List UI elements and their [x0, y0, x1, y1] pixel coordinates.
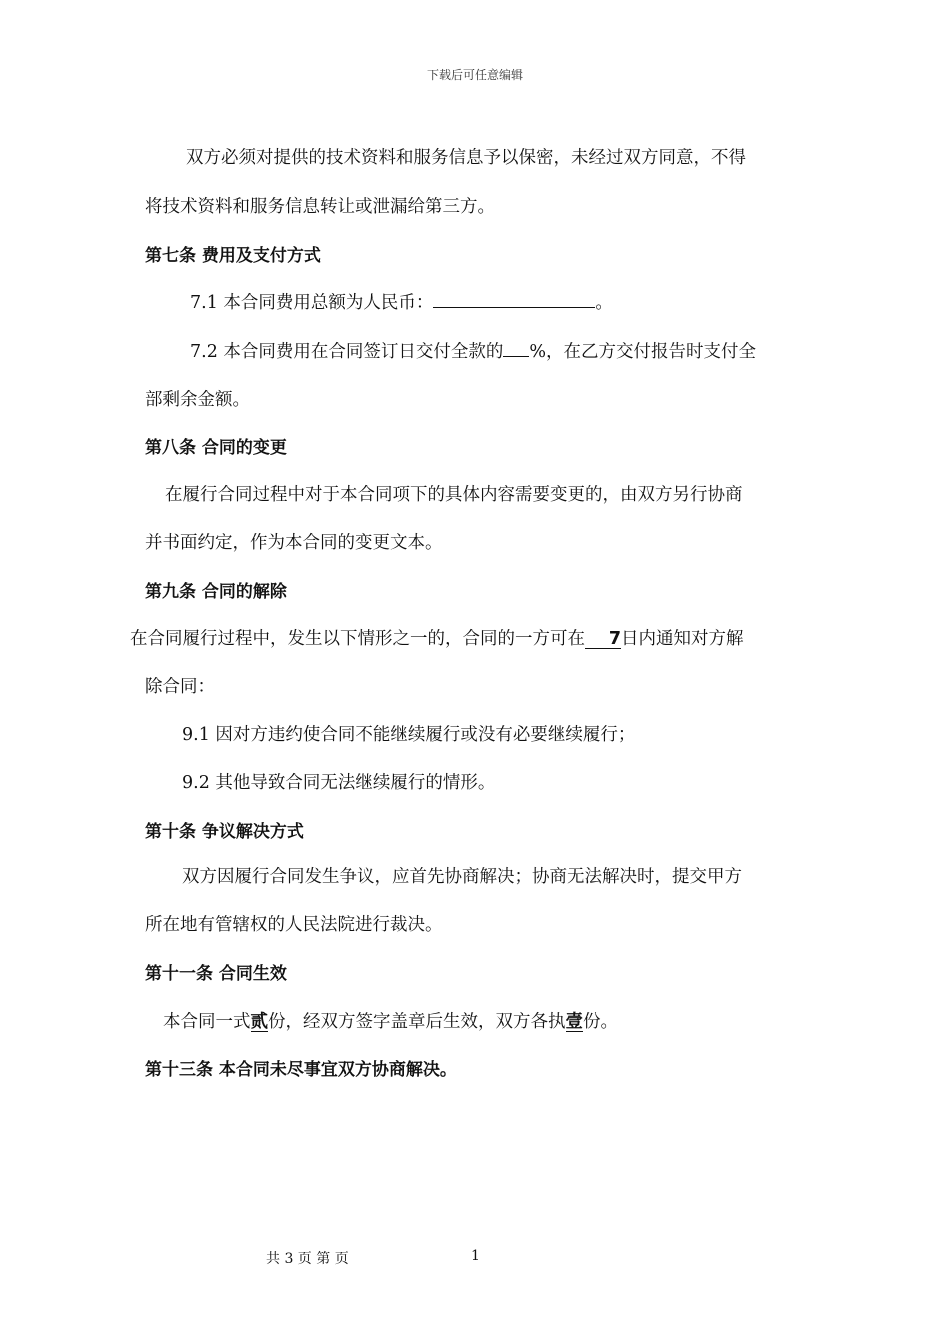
clause-7-2-pre: 7.2 本合同费用在合同签订日交付全款的 [190, 342, 504, 362]
article-8-title: 第八条 合同的变更 [145, 438, 287, 458]
clause-7-1-end: 。 [595, 293, 613, 313]
confidentiality-line-2: 将技术资料和服务信息转让或泄漏给第三方。 [145, 197, 495, 217]
article-13-title: 第十三条 本合同未尽事宜双方协商解决。 [145, 1060, 457, 1080]
article-9-line-2: 除合同： [145, 677, 215, 697]
footer-page-number: 1 [471, 1248, 480, 1264]
notice-days-value: 7 [585, 630, 621, 649]
article-9-title: 第九条 合同的解除 [145, 582, 287, 602]
article-11-end: 份。 [583, 1012, 618, 1032]
article-8-line-2: 并书面约定，作为本合同的变更文本。 [145, 533, 443, 553]
article-9-line-1-post: 日内通知对方解 [621, 629, 744, 649]
article-10-title: 第十条 争议解决方式 [145, 822, 304, 842]
copies-total-value: 贰 [250, 1012, 268, 1032]
article-8-line-1: 在履行合同过程中对于本合同项下的具体内容需要变更的，由双方另行协商 [165, 485, 743, 505]
clause-9-1: 9.1 因对方违约使合同不能继续履行或没有必要继续履行； [182, 725, 636, 745]
article-11-title: 第十一条 合同生效 [145, 964, 287, 984]
article-11-mid: 份，经双方签字盖章后生效，双方各执 [268, 1012, 566, 1032]
percent-blank[interactable] [503, 340, 529, 357]
clause-7-1-text: 7.1 本合同费用总额为人民币： [190, 293, 434, 313]
clause-7-2-line-2: 部剩余金额。 [145, 390, 250, 410]
clause-7-2 [190, 338, 756, 363]
page-header: 下载后可任意编辑 [426, 68, 523, 82]
clause-7-2-post: %，在乙方交付报告时支付全 [529, 342, 757, 362]
article-11-pre: 本合同一式 [163, 1012, 251, 1032]
footer-page-count: 共 3 页 第 页 [266, 1251, 349, 1267]
article-11-body [163, 1008, 618, 1033]
article-9-line-1 [130, 625, 744, 650]
amount-blank[interactable] [433, 291, 595, 308]
copies-each-value: 壹 [565, 1012, 583, 1032]
article-10-line-2: 所在地有管辖权的人民法院进行裁决。 [145, 915, 443, 935]
article-9-line-1-pre: 在合同履行过程中，发生以下情形之一的，合同的一方可在 [130, 629, 585, 649]
confidentiality-line-1: 双方必须对提供的技术资料和服务信息予以保密，未经过双方同意，不得 [186, 148, 746, 168]
clause-7-1 [190, 289, 613, 314]
article-7-title: 第七条 费用及支付方式 [145, 246, 321, 266]
clause-9-2: 9.2 其他导致合同无法继续履行的情形。 [182, 773, 496, 793]
article-10-line-1: 双方因履行合同发生争议，应首先协商解决；协商无法解决时，提交甲方 [182, 867, 742, 887]
